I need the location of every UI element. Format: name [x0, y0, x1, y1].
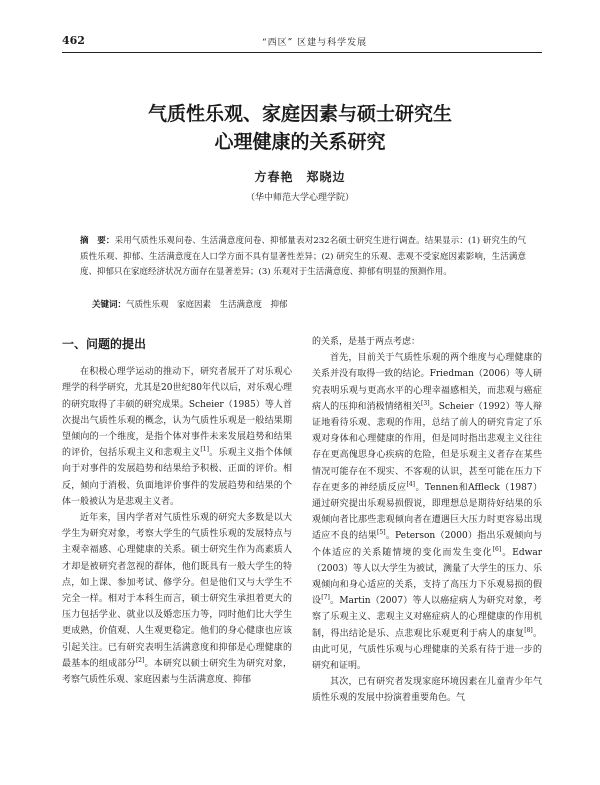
article-title: [0, 100, 600, 156]
citation: [7]: [321, 594, 330, 602]
citation: [5]: [377, 529, 386, 537]
keywords-text: 气质性乐观 家庭因素 生活满意度 抑郁: [126, 300, 288, 310]
citation: [8]: [524, 626, 533, 634]
citation: [1]: [200, 446, 209, 454]
affiliation: （华中师范大学心理学院）: [245, 193, 354, 203]
keywords: [92, 298, 526, 312]
paragraph: 其次，已有研究者发现家庭环境因素在儿童青少年气质性乐观的发展中扮演着重要角色。气: [312, 677, 542, 704]
journal-name: “西区” 区建与科学发展: [262, 38, 368, 48]
title-line-2: 心理健康的关系研究: [214, 131, 386, 153]
running-header: [62, 34, 542, 50]
abstract-label: 摘 要：: [80, 236, 115, 246]
abstract-text: 采用气质性乐观问卷、生活满意度问卷、抑郁量表对232名硕士研究生进行调查。结果显示：(1) 研究生的气质性乐观、抑郁、生活满意度在人口学方面不具有显著性差异；(2) 研究生的乐观、悲观不受家庭因素影响，生活满意度、抑郁只在家庭经济状况方面存在显著差异；(3) 乐观对于生活满意度、抑郁有明显的预测作用。: [80, 236, 526, 277]
citation: [2]: [135, 656, 145, 664]
paragraph: 在积极心理学运动的推动下，研究者展开了对乐观心理学的科学研究，尤其是20世纪80年代以后，对乐观心理的研究取得了丰硕的研究成果。Scheier（1985）等人首次提出气质性乐观的概念，认为气质性乐观是一般结果期望倾向的一个维度，是指个体对事件未来发展趋势和结果的评价，包括乐观主义和悲观主义[1]。乐观主义指个体倾向于对事件的发展趋势和结果给予积极、正面的评价。相反，倾向于消极、负面地评价事件的发展趋势和结果的个体一般被认为是悲观主义者。: [62, 367, 292, 507]
authors: 方春艳 郑晓边: [254, 170, 346, 184]
citation: [6]: [492, 545, 502, 553]
citation: [3]: [421, 399, 430, 407]
paragraph-continuation: 的关系，是基于两点考虑：: [312, 337, 421, 347]
title-line-1: 气质性乐观、家庭因素与硕士研究生: [147, 103, 452, 125]
header-divider: [62, 52, 542, 53]
citation: [4]: [406, 480, 415, 488]
keywords-label: 关键词：: [92, 300, 127, 310]
paragraph: 近年来，国内学者对气质性乐观的研究大多数是以大学生为研究对象，考察大学生的气质性乐观的发展特点与主观幸福感、心理健康的关系。硕士研究生作为高素质人才却是被研究者忽视的群体，他们既具有一般大学生的特点，如上课、参加考试、修学分。但是他们又与大学生不完全一样。相对于本科生而言，硕士研究生承担着更大的压力包括学业、就业以及婚恋压力等，同时他们比大学生更成熟，价值观、人生观更稳定。他们的身心健康也应该引起关注。已有研究表明生活满意度和抑郁是心理健康的最基本的组成部分[2]。本研究以硕士研究生为研究对象，考察气质性乐观、家庭因素与生活满意度、抑郁: [62, 513, 292, 686]
left-column: [62, 334, 292, 688]
paragraph: 首先，目前关于气质性乐观的两个维度与心理健康的关系并没有取得一致的结论。Friedman（2006）等人研究表明乐观与更高水平的心理幸福感相关，而悲观与癌症病人的压抑和消极情绪相关[3]。Scheier（1992）等人辩证地看待乐观、悲观的作用，总结了前人的研究肯定了乐观对身体和心理健康的作用，但是同时指出悲观主义往往存在更高傀思身心疾病的危险，但是乐观主义者存在某些情况可能存在不现实、不客观的认识，甚至可能在压力下存在更多的神经质反应[4]。Tennen和Affleck（1987）通过研究提出乐观易损假说，即理想总是期待好结果的乐观倾向者比那些悲观倾向者在遭遇巨大压力时更容易出现适应不良的结果[5]。Peterson（2000）指出乐观倾向与个体适应的关系随情境的变化而发生变化[6]。Edwar（2003）等人以大学生为被试，测量了大学生的压力、乐观倾向和身心适应的关系，支持了高压力下乐观易损的假设[7]。Martin（2007）等人以癌症病人为研究对象，考察了乐观主义、悲观主义对癌症病人的心理健康的作用机制，得出结论是乐、点悲观比乐观更利于病人的康复[8]。由此可见，气质性乐观与心理健康的关系有待于进一步的研究和证明。: [312, 353, 542, 672]
section-heading: 一、问题的提出: [62, 337, 147, 351]
page-number: 462: [62, 34, 85, 47]
right-column: [312, 334, 542, 707]
abstract: [80, 234, 526, 281]
